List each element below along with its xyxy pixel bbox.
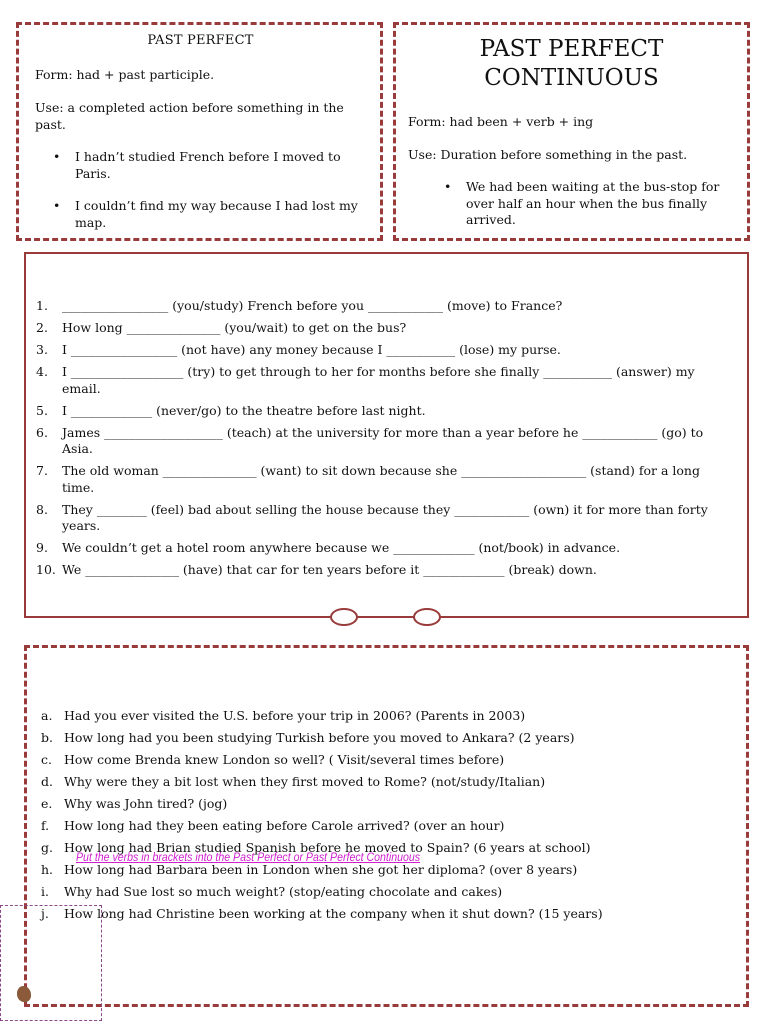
question-text: Why were they a bit lost when they first moved to Rome? (not/study/Italian) [64,774,546,789]
decorative-ring [413,608,441,626]
exercise-2-list [41,708,726,923]
exercise-item-text: I _____________ (never/go) to the theatre before last night. [62,402,426,418]
instruction-overlay: Put the verbs in brackets into the Past Perfect or Past Perfect Continuous [76,852,421,864]
question-letter: e. [41,796,53,811]
exercise-item-text: We couldn’t get a hotel room anywhere because we _____________ (not/book) in advance. [62,540,621,555]
question-item [41,774,726,791]
question-item [41,906,726,923]
exercise-item [36,402,727,420]
exercise-item [36,298,727,315]
question-letter: j. [41,906,49,921]
ppc-use: Use: Duration before something in the past. [408,147,688,162]
question-item [41,796,726,813]
exercise-item-number: 8. [36,501,48,517]
exercise-item [36,501,727,535]
exercise-1-list [36,298,727,579]
question-item [41,730,726,747]
question-text: How long had Brian studied Spanish before he moved to Spain? (6 years at school) [64,840,591,855]
question-item [41,752,726,769]
past-perfect-continuous-title [408,35,735,93]
past-perfect-box [16,22,383,241]
past-perfect-example: • I couldn’t find my way because I had lost my map. [75,198,366,231]
exercise-item-number: 4. [36,364,48,379]
question-letter: h. [41,862,54,877]
question-text: Why had Sue lost so much weight? (stop/eating chocolate and cakes) [64,884,503,899]
question-text: How long had they been eating before Carole arrived? (over an hour) [64,818,505,833]
question-text: How long had Barbara been in London when she got her diploma? (over 8 years) [64,862,578,877]
exercise-item-text: I _________________ (not have) any money because I ___________ (lose) my purse. [62,342,561,357]
exercise-item-number: 1. [36,298,48,313]
exercise-1-box [24,252,749,618]
exercise-item-number: 2. [36,320,48,335]
exercise-item-text: The old woman _______________ (want) to sit down because she ____________________ (stand) for a long time. [62,463,700,495]
exercise-item-number: 7. [36,463,48,478]
ppc-form: Form: had been + verb + ing [408,114,594,129]
exercise-item [36,540,727,557]
exercise-item [36,342,727,359]
exercise-item-number: 10. [36,562,56,577]
question-item [41,708,726,725]
exercise-item-text: How long _______________ (you/wait) to get on the bus? [62,320,407,335]
past-perfect-example: • I hadn’t studied French before I moved to Paris. [75,149,366,182]
exercise-item [36,562,727,579]
ppc-title-line-2: CONTINUOUS [484,65,659,91]
question-letter: b. [41,730,53,745]
exercise-item [36,320,727,337]
decorative-ring [330,608,358,626]
exercise-item-text: _________________ (you/study) French before you ____________ (move) to France? [62,298,563,313]
question-letter: g. [41,840,53,855]
question-letter: d. [41,774,53,789]
question-text: How long had you been studying Turkish before you moved to Ankara? (2 years) [64,730,575,745]
past-perfect-title: PAST PERFECT [147,33,254,48]
exercise-item-number: 3. [36,342,48,357]
past-perfect-use: Use: a completed action before something in the past. [35,100,344,132]
decorative-mark [17,986,31,1002]
ppc-title-line-1: PAST PERFECT [479,36,664,62]
exercise-item-number: 5. [36,402,48,418]
exercise-item [36,424,727,458]
side-frame [0,905,102,1021]
question-letter: a. [41,708,53,723]
exercise-item-text: We _______________ (have) that car for ten years before it _____________ (break) down. [62,562,597,577]
exercise-item [36,364,727,397]
question-text: Why was John tired? (jog) [64,796,228,811]
past-perfect-form: Form: had + past participle. [35,67,215,82]
exercise-item-number: 6. [36,424,48,440]
question-text: How long had Christine been working at the company when it shut down? (15 years) [64,906,603,921]
exercise-item-number: 9. [36,540,48,555]
exercise-item-text: They ________ (feel) bad about selling the house because they ____________ (own) it for more than forty years. [62,501,708,533]
question-text: How come Brenda knew London so well? ( Visit/several times before) [64,752,505,767]
question-text: Had you ever visited the U.S. before your trip in 2006? (Parents in 2003) [64,708,526,723]
question-item [41,818,726,835]
question-letter: c. [41,752,52,767]
question-letter: i. [41,884,49,899]
ppc-example: • We had been waiting at the bus-stop for over half an hour when the bus finally arrived. [466,179,735,229]
past-perfect-continuous-box [393,22,750,241]
question-item [41,862,726,879]
exercise-item-text: James ___________________ (teach) at the university for more than a year before he ____________ (go) to Asia. [62,424,704,456]
exercise-2-box [24,645,749,1007]
question-item [41,884,726,901]
question-letter: f. [41,818,50,833]
ppc-examples [408,179,735,229]
past-perfect-examples [35,149,366,231]
exercise-item-text: I __________________ (try) to get through to her for months before she finally ___________ (answer) my email. [62,364,695,396]
exercise-item [36,463,727,496]
